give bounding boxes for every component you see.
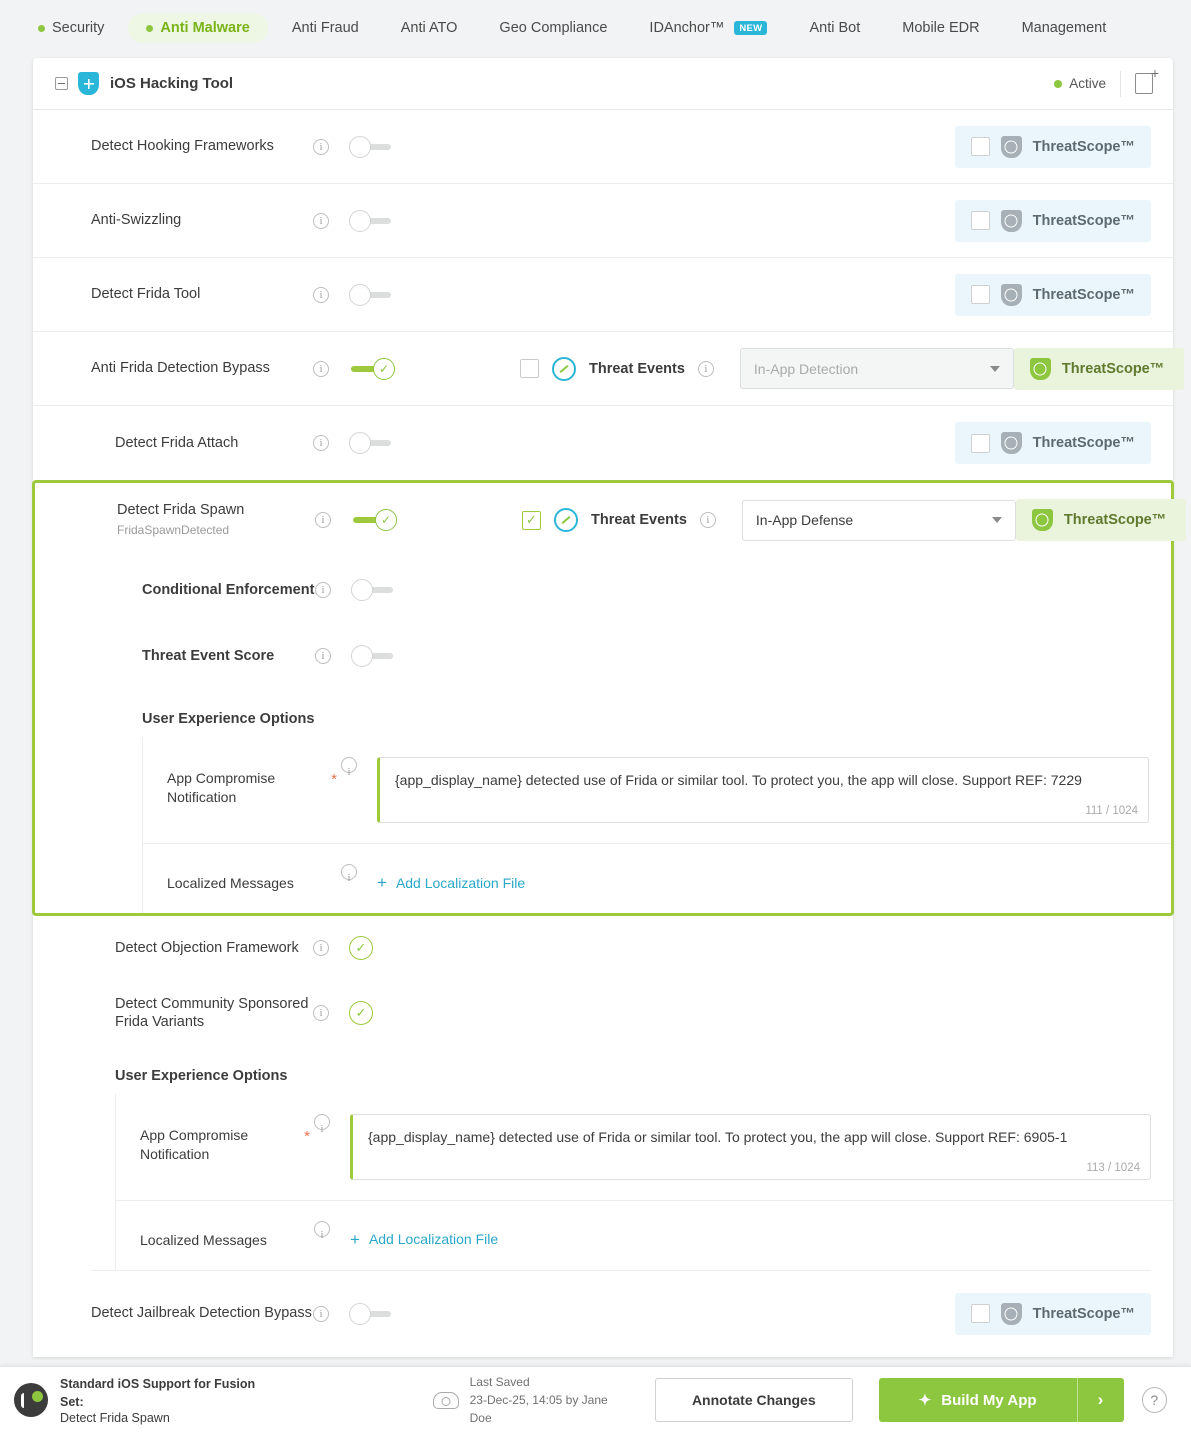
card-header-actions	[1054, 71, 1153, 97]
ux-options-group	[142, 737, 1171, 913]
threatscope-icon	[1001, 284, 1022, 306]
footer-bar	[0, 1366, 1191, 1433]
row-title: Detect Frida Spawn	[117, 502, 245, 519]
field-label: App Compromise Notification	[140, 1126, 249, 1162]
toggle-knob	[351, 645, 373, 667]
table-row	[33, 1271, 1173, 1357]
row-label: Detect Community Sponsored Frida Variants	[115, 995, 309, 1031]
threatscope-label: ThreatScope™	[1032, 212, 1135, 229]
info-icon[interactable]: i	[698, 361, 714, 377]
enable-toggle[interactable]	[351, 579, 397, 601]
nav-item-anti-bot[interactable]	[791, 13, 878, 43]
table-row	[33, 406, 1173, 480]
threatscope-icon	[1001, 432, 1022, 454]
threat-events-checkbox[interactable]	[520, 359, 539, 378]
wand-icon: ✦	[918, 1392, 932, 1409]
char-counter: 113 / 1024	[1086, 1161, 1140, 1174]
row-label: Detect Jailbreak Detection Bypass	[91, 1305, 312, 1322]
nav-label: Mobile EDR	[902, 20, 980, 36]
status-dot-icon	[146, 25, 153, 32]
threatscope-button[interactable]	[1014, 348, 1184, 390]
row-label: Threat Event Score	[142, 647, 275, 664]
enable-toggle[interactable]	[349, 432, 395, 454]
info-icon[interactable]: i	[315, 648, 331, 664]
detect-frida-spawn-section	[32, 480, 1174, 916]
table-row	[35, 623, 1171, 689]
row-label	[35, 501, 315, 538]
nav-item-geo-compliance[interactable]	[481, 13, 625, 43]
app-logo	[14, 1383, 48, 1417]
threat-events-group	[520, 357, 714, 381]
enabled-check-icon[interactable]: ✓	[349, 1001, 373, 1025]
threatscope-button[interactable]	[955, 126, 1151, 168]
nav-label: Security	[52, 20, 105, 36]
threatscope-checkbox[interactable]	[971, 285, 990, 304]
threatscope-icon	[1030, 358, 1051, 380]
divider	[1120, 71, 1121, 97]
threatscope-checkbox[interactable]	[971, 137, 990, 156]
threatscope-label: ThreatScope™	[1032, 138, 1135, 155]
last-saved-value: 23-Dec-25, 14:05 by Jane Doe	[469, 1393, 608, 1425]
new-document-icon[interactable]	[1135, 73, 1153, 94]
nav-label: Anti ATO	[400, 20, 458, 36]
toggle-knob	[349, 210, 371, 232]
row-label: Detect Objection Framework	[115, 939, 299, 956]
localized-messages-row	[143, 844, 1171, 913]
threatscope-label: ThreatScope™	[1032, 286, 1135, 303]
char-counter: 111 / 1024	[1085, 805, 1138, 817]
info-icon[interactable]: i	[314, 1114, 330, 1130]
cloud-save-icon	[433, 1392, 459, 1409]
app-compromise-notification-input[interactable]	[377, 757, 1149, 823]
threat-events-select[interactable]	[742, 500, 1016, 541]
threat-events-label: Threat Events	[591, 512, 687, 528]
nav-label: Anti Fraud	[291, 20, 359, 36]
ux-options-heading: User Experience Options	[142, 711, 315, 727]
threatscope-icon	[1001, 210, 1022, 232]
info-icon[interactable]: i	[700, 512, 716, 528]
threatscope-label: ThreatScope™	[1032, 435, 1135, 451]
threatscope-label: ThreatScope™	[1032, 1305, 1135, 1322]
select-value: In-App Detection	[753, 360, 859, 377]
ux-options-group	[115, 1094, 1173, 1270]
table-row	[33, 184, 1173, 258]
status-badge	[1054, 76, 1106, 91]
threat-events-checkbox[interactable]	[522, 511, 541, 530]
enabled-check-icon[interactable]: ✓	[349, 936, 373, 960]
card-header	[33, 58, 1173, 110]
add-localization-label: Add Localization File	[395, 874, 526, 891]
row-label: Anti-Swizzling	[91, 212, 182, 229]
input-value: {app_display_name} detected use of Frida or similar tool. To protect you, the app will close. Support REF: 7229	[395, 772, 1082, 788]
add-localization-file-button[interactable]	[377, 864, 525, 891]
info-icon[interactable]: i	[313, 287, 329, 303]
nav-label: Anti Bot	[809, 20, 861, 36]
fusion-set-name: Detect Frida Spawn	[60, 1411, 170, 1426]
row-label: Conditional Enforcement	[142, 581, 315, 598]
threat-events-label: Threat Events	[589, 360, 685, 377]
row-label: Detect Frida Tool	[91, 286, 201, 303]
status-dot-icon	[38, 25, 45, 32]
build-my-app-button[interactable]	[879, 1378, 1124, 1422]
info-icon[interactable]: i	[341, 864, 357, 880]
info-icon[interactable]: i	[313, 435, 329, 451]
input-value: {app_display_name} detected use of Frida or similar tool. To protect you, the app will close. Support REF: 6905-1	[368, 1128, 1068, 1145]
enable-toggle[interactable]	[349, 358, 395, 380]
info-icon[interactable]: i	[313, 361, 329, 377]
threat-events-group	[522, 508, 716, 532]
table-row	[33, 110, 1173, 184]
info-icon[interactable]: i	[313, 213, 329, 229]
toggle-knob	[349, 136, 371, 158]
info-icon[interactable]: i	[313, 940, 329, 956]
fusion-set-info	[60, 1375, 278, 1425]
threatscope-checkbox[interactable]	[971, 1304, 990, 1323]
enable-toggle[interactable]	[349, 1303, 395, 1325]
last-saved-info	[433, 1373, 629, 1427]
toggle-knob	[375, 509, 397, 531]
field-label: Localized Messages	[167, 875, 294, 891]
plus-icon: +	[350, 1229, 360, 1249]
nav-item-anti-malware[interactable]	[128, 13, 267, 43]
fusion-set-title: Standard iOS Support for Fusion Set:	[60, 1376, 256, 1409]
table-row	[33, 916, 1173, 981]
nav-label: Management	[1021, 20, 1107, 36]
toggle-knob	[373, 358, 395, 380]
row-subtitle: FridaSpawnDetected	[117, 523, 230, 538]
info-icon[interactable]: i	[341, 757, 357, 773]
localized-messages-row	[116, 1201, 1173, 1270]
chevron-right-icon[interactable]: ›	[1097, 1390, 1104, 1409]
required-asterisk	[300, 1221, 314, 1233]
field-label: App Compromise Notification	[167, 770, 276, 805]
page-title: iOS Hacking Tool	[110, 75, 234, 92]
annotate-changes-button[interactable]: Annotate Changes	[655, 1378, 853, 1422]
info-icon[interactable]: i	[314, 1221, 330, 1237]
threat-events-select[interactable]	[740, 348, 1014, 389]
threatscope-label: ThreatScope™	[1061, 360, 1165, 377]
threatscope-button[interactable]	[955, 1293, 1151, 1335]
threatscope-button[interactable]	[955, 200, 1151, 242]
table-row	[33, 981, 1173, 1046]
threatscope-button[interactable]	[955, 274, 1151, 316]
table-row	[35, 483, 1171, 557]
shield-plus-icon	[78, 72, 99, 95]
nav-item-anti-ato[interactable]	[383, 13, 476, 43]
nav-item-idanchor[interactable]	[631, 13, 785, 43]
app-compromise-notification-row	[116, 1094, 1173, 1201]
nav-item-mobile-edr[interactable]	[884, 13, 997, 43]
nav-label: Geo Compliance	[499, 20, 608, 36]
select-value: In-App Defense	[755, 512, 854, 528]
nav-item-security[interactable]	[20, 13, 122, 43]
nav-item-management[interactable]	[1004, 13, 1125, 43]
table-row	[33, 332, 1173, 406]
table-row	[35, 557, 1171, 623]
build-my-app-label: Build My App	[941, 1391, 1037, 1409]
app-compromise-notification-input[interactable]	[350, 1114, 1151, 1180]
info-icon[interactable]: i	[313, 1005, 329, 1021]
threatscope-icon	[1001, 1303, 1022, 1325]
threatscope-icon	[1001, 136, 1022, 158]
collapse-toggle-icon[interactable]	[55, 77, 68, 90]
status-dot-icon	[1054, 80, 1062, 88]
info-icon[interactable]: i	[313, 139, 329, 155]
required-asterisk: *	[331, 771, 337, 788]
status-label: Active	[1069, 76, 1106, 91]
toggle-knob	[351, 579, 373, 601]
ios-hacking-tool-card	[33, 58, 1173, 1357]
last-saved-label: Last Saved	[469, 1375, 530, 1389]
threat-events-icon	[552, 357, 576, 381]
enable-toggle[interactable]	[351, 645, 397, 667]
row-label: Anti Frida Detection Bypass	[91, 360, 270, 377]
nav-label: Anti Malware	[160, 20, 250, 36]
toggle-knob	[349, 1303, 371, 1325]
row-label: Detect Hooking Frameworks	[91, 138, 274, 155]
threat-events-icon	[554, 508, 578, 532]
threatscope-icon	[1032, 509, 1053, 531]
chevron-down-icon	[992, 517, 1002, 523]
info-icon[interactable]: i	[315, 512, 331, 528]
new-badge: NEW	[734, 21, 767, 35]
info-icon[interactable]: i	[313, 1306, 329, 1322]
nav-label: IDAnchor™	[649, 20, 725, 36]
add-localization-label: Add Localization File	[368, 1231, 499, 1248]
info-icon[interactable]: i	[315, 582, 331, 598]
main-navigation	[0, 0, 1191, 56]
field-label: Localized Messages	[140, 1231, 267, 1248]
threatscope-button[interactable]	[955, 422, 1151, 464]
ux-options-heading: User Experience Options	[115, 1067, 288, 1084]
required-asterisk: *	[304, 1127, 310, 1145]
threatscope-checkbox[interactable]	[971, 211, 990, 230]
threatscope-button[interactable]	[1016, 499, 1186, 541]
enable-toggle[interactable]	[349, 210, 395, 232]
add-localization-file-button[interactable]	[350, 1221, 498, 1248]
nav-item-anti-fraud[interactable]	[274, 13, 377, 43]
plus-icon: +	[377, 873, 387, 892]
app-compromise-notification-row	[143, 737, 1171, 844]
required-asterisk	[327, 864, 341, 876]
toggle-knob	[349, 284, 371, 306]
threatscope-checkbox[interactable]	[971, 434, 990, 453]
chevron-down-icon	[990, 366, 1000, 372]
toggle-knob	[349, 432, 371, 454]
enable-toggle[interactable]	[351, 509, 397, 531]
threatscope-label: ThreatScope™	[1063, 512, 1167, 528]
enable-toggle[interactable]	[349, 284, 395, 306]
enable-toggle[interactable]	[349, 136, 395, 158]
table-row	[33, 258, 1173, 332]
help-icon[interactable]: ?	[1142, 1387, 1168, 1413]
row-label: Detect Frida Attach	[115, 434, 239, 451]
